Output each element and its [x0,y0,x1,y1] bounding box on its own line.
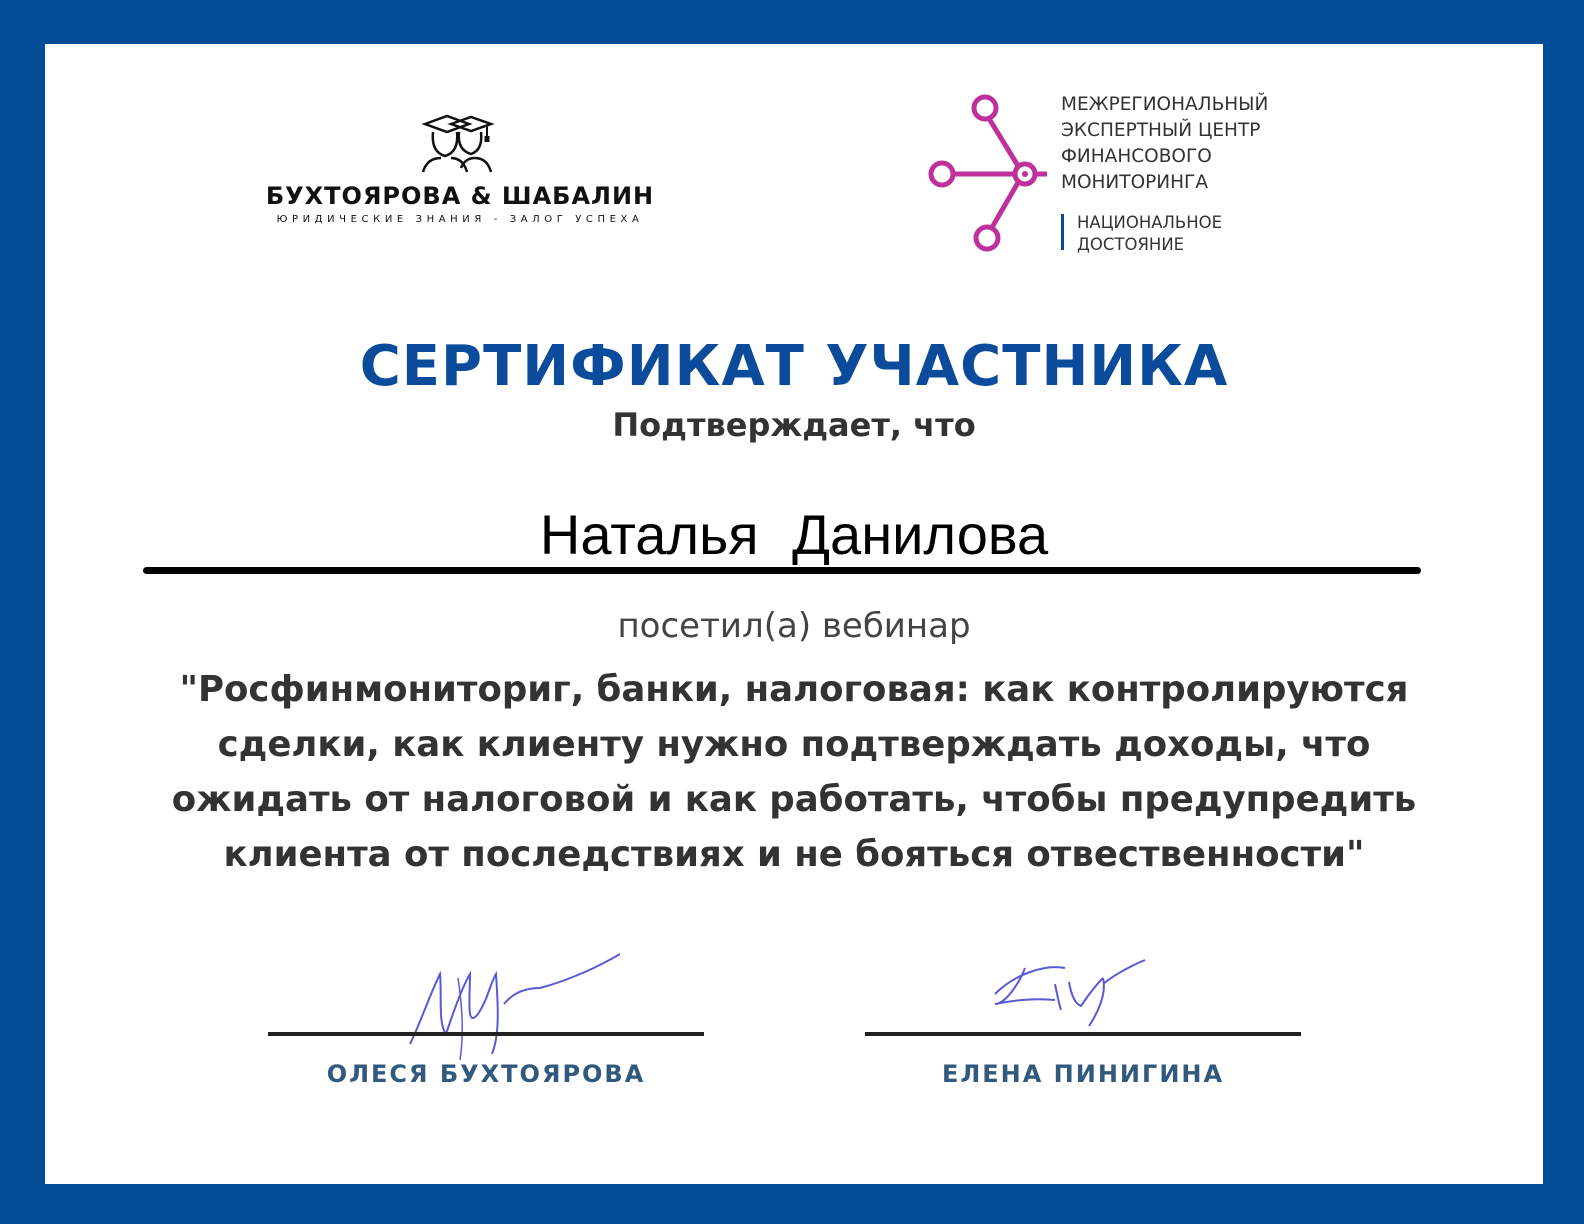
org-name-line: ЭКСПЕРТНЫЙ ЦЕНТР [1061,120,1261,141]
logo-bukhtoyarova-shabalin [260,112,660,232]
national-divider [1061,214,1064,250]
national-line: ДОСТОЯНИЕ [1077,235,1185,254]
national-heritage-label [1077,212,1222,256]
network-nodes-icon [925,92,1055,262]
org-name-line: МЕЖРЕГИОНАЛЬНЫЙ [1061,94,1269,115]
org-name-line: ФИНАНСОВОГО [1061,146,1212,167]
org-name-line: МОНИТОРИНГА [1061,172,1208,193]
brand-name: БУХТОЯРОВА & ШАБАЛИН [265,182,655,210]
recipient-name: Наталья Данилова [539,503,1049,566]
brand-tagline: ЮРИДИЧЕСКИЕ ЗНАНИЯ - ЗАЛОГ УСПЕХА [276,214,644,225]
logo-financial-monitoring-center [925,92,1325,262]
certificate-sheet [45,44,1543,1184]
signatory-left-name: ОЛЕСЯ БУХТОЯРОВА [326,1060,646,1088]
visited-text: посетил(а) вебинар [617,606,971,646]
national-line: НАЦИОНАЛЬНОЕ [1077,213,1223,232]
confirms-text: Подтверждает, что [612,406,976,444]
graduates-icon [415,112,505,174]
signature-line-right [865,1032,1301,1036]
topic-line: клиента от последствиях и не бояться отвественности" [223,834,1365,875]
certificate-title: СЕРТИФИКАТ УЧАСТНИКА [359,334,1229,399]
signature-right-image [985,954,1155,1034]
signatory-right-name: ЕЛЕНА ПИНИГИНА [941,1060,1225,1088]
topic-line: сделки, как клиенту нужно подтверждать доходы, что [217,724,1371,765]
recipient-underline [143,567,1421,574]
signature-left-image [400,944,620,1064]
topic-line: ожидать от налоговой и как работать, чтобы предупредить [171,779,1417,820]
org-name [1061,92,1268,196]
webinar-topic [125,662,1463,882]
topic-line: "Росфинмониториг, банки, налоговая: как контролируются [179,669,1409,710]
signature-line-left [268,1032,704,1036]
